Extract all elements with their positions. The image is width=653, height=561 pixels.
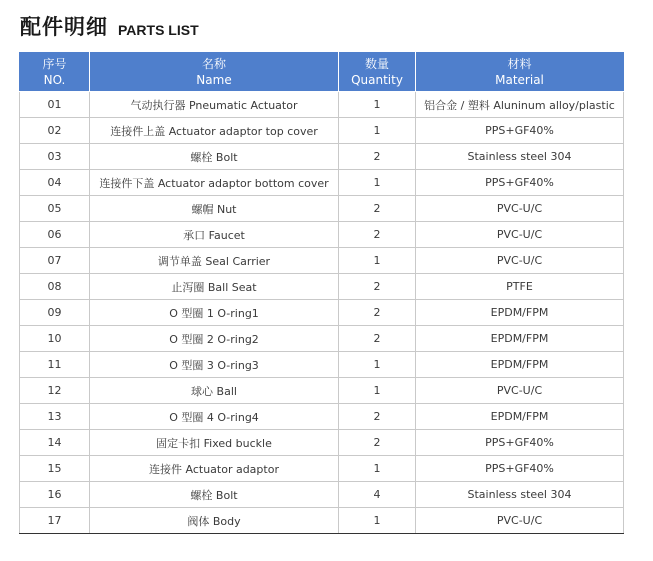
cell-name: 气动执行器 Pneumatic Actuator	[90, 92, 339, 118]
cell-name: 球心 Ball	[90, 378, 339, 404]
table-row	[20, 456, 624, 482]
parts-table-body	[20, 92, 624, 534]
table-row	[20, 248, 624, 274]
column-header-en: Quantity	[351, 73, 403, 87]
cell-material: EPDM/FPM	[416, 326, 624, 352]
cell-quantity: 2	[339, 430, 416, 456]
cell-name: 螺栓 Bolt	[90, 144, 339, 170]
cell-no: 05	[20, 196, 90, 222]
cell-quantity: 2	[339, 300, 416, 326]
cell-name: 螺帽 Nut	[90, 196, 339, 222]
column-header-en: NO.	[43, 73, 66, 87]
cell-name: 固定卡扣 Fixed buckle	[90, 430, 339, 456]
column-header-name	[90, 53, 339, 92]
table-row	[20, 378, 624, 404]
column-header-no	[20, 53, 90, 92]
cell-quantity: 1	[339, 170, 416, 196]
cell-quantity: 2	[339, 326, 416, 352]
cell-name: 承口 Faucet	[90, 222, 339, 248]
cell-no: 04	[20, 170, 90, 196]
cell-quantity: 1	[339, 378, 416, 404]
cell-material: PVC-U/C	[416, 378, 624, 404]
cell-no: 13	[20, 404, 90, 430]
column-header-en: Material	[495, 73, 544, 87]
cell-no: 03	[20, 144, 90, 170]
cell-name: O 型圈 2 O-ring2	[90, 326, 339, 352]
cell-no: 16	[20, 482, 90, 508]
cell-name: 连接件 Actuator adaptor	[90, 456, 339, 482]
table-row	[20, 482, 624, 508]
table-row	[20, 326, 624, 352]
cell-material: Stainless steel 304	[416, 482, 624, 508]
parts-table	[19, 52, 624, 534]
cell-name: O 型圈 4 O-ring4	[90, 404, 339, 430]
cell-no: 07	[20, 248, 90, 274]
title-english: PARTS LIST	[118, 22, 199, 38]
cell-name: 螺栓 Bolt	[90, 482, 339, 508]
cell-material: PTFE	[416, 274, 624, 300]
column-header-cn: 材料	[507, 57, 532, 71]
cell-name: 连接件上盖 Actuator adaptor top cover	[90, 118, 339, 144]
cell-no: 11	[20, 352, 90, 378]
cell-quantity: 2	[339, 274, 416, 300]
table-row	[20, 118, 624, 144]
cell-material: Stainless steel 304	[416, 144, 624, 170]
cell-material: PPS+GF40%	[416, 456, 624, 482]
table-row	[20, 404, 624, 430]
cell-quantity: 1	[339, 118, 416, 144]
cell-no: 15	[20, 456, 90, 482]
cell-quantity: 2	[339, 196, 416, 222]
table-row	[20, 352, 624, 378]
table-row	[20, 222, 624, 248]
cell-quantity: 4	[339, 482, 416, 508]
cell-name: O 型圈 3 O-ring3	[90, 352, 339, 378]
cell-material: EPDM/FPM	[416, 404, 624, 430]
table-row	[20, 196, 624, 222]
table-row	[20, 144, 624, 170]
cell-quantity: 2	[339, 222, 416, 248]
cell-no: 10	[20, 326, 90, 352]
cell-material: PVC-U/C	[416, 248, 624, 274]
column-header-material	[416, 53, 624, 92]
cell-material: 铝合金 / 塑料 Aluninum alloy/plastic	[416, 92, 624, 118]
cell-material: PPS+GF40%	[416, 170, 624, 196]
column-header-cn: 序号	[42, 57, 67, 71]
cell-quantity: 1	[339, 456, 416, 482]
cell-no: 06	[20, 222, 90, 248]
cell-no: 08	[20, 274, 90, 300]
cell-material: PVC-U/C	[416, 196, 624, 222]
cell-no: 01	[20, 92, 90, 118]
title-chinese: 配件明细	[20, 15, 108, 39]
cell-material: PVC-U/C	[416, 508, 624, 534]
cell-quantity: 2	[339, 144, 416, 170]
column-header-cn: 数量	[364, 57, 389, 71]
cell-no: 12	[20, 378, 90, 404]
column-header-en: Name	[196, 73, 232, 87]
table-row	[20, 170, 624, 196]
cell-material: PPS+GF40%	[416, 118, 624, 144]
page-title	[20, 9, 199, 41]
cell-name: 调节单盖 Seal Carrier	[90, 248, 339, 274]
cell-quantity: 1	[339, 92, 416, 118]
cell-quantity: 1	[339, 352, 416, 378]
cell-no: 14	[20, 430, 90, 456]
cell-material: PPS+GF40%	[416, 430, 624, 456]
table-row	[20, 300, 624, 326]
cell-quantity: 1	[339, 248, 416, 274]
cell-name: 止泻圈 Ball Seat	[90, 274, 339, 300]
cell-material: EPDM/FPM	[416, 300, 624, 326]
cell-material: PVC-U/C	[416, 222, 624, 248]
cell-no: 17	[20, 508, 90, 534]
table-row	[20, 274, 624, 300]
cell-no: 09	[20, 300, 90, 326]
cell-material: EPDM/FPM	[416, 352, 624, 378]
table-row	[20, 92, 624, 118]
cell-no: 02	[20, 118, 90, 144]
cell-name: 阀体 Body	[90, 508, 339, 534]
column-header-cn: 名称	[201, 57, 226, 71]
table-header-row	[20, 53, 624, 92]
cell-name: O 型圈 1 O-ring1	[90, 300, 339, 326]
table-row	[20, 508, 624, 534]
cell-name: 连接件下盖 Actuator adaptor bottom cover	[90, 170, 339, 196]
cell-quantity: 1	[339, 508, 416, 534]
table-row	[20, 430, 624, 456]
cell-quantity: 2	[339, 404, 416, 430]
column-header-quantity	[339, 53, 416, 92]
